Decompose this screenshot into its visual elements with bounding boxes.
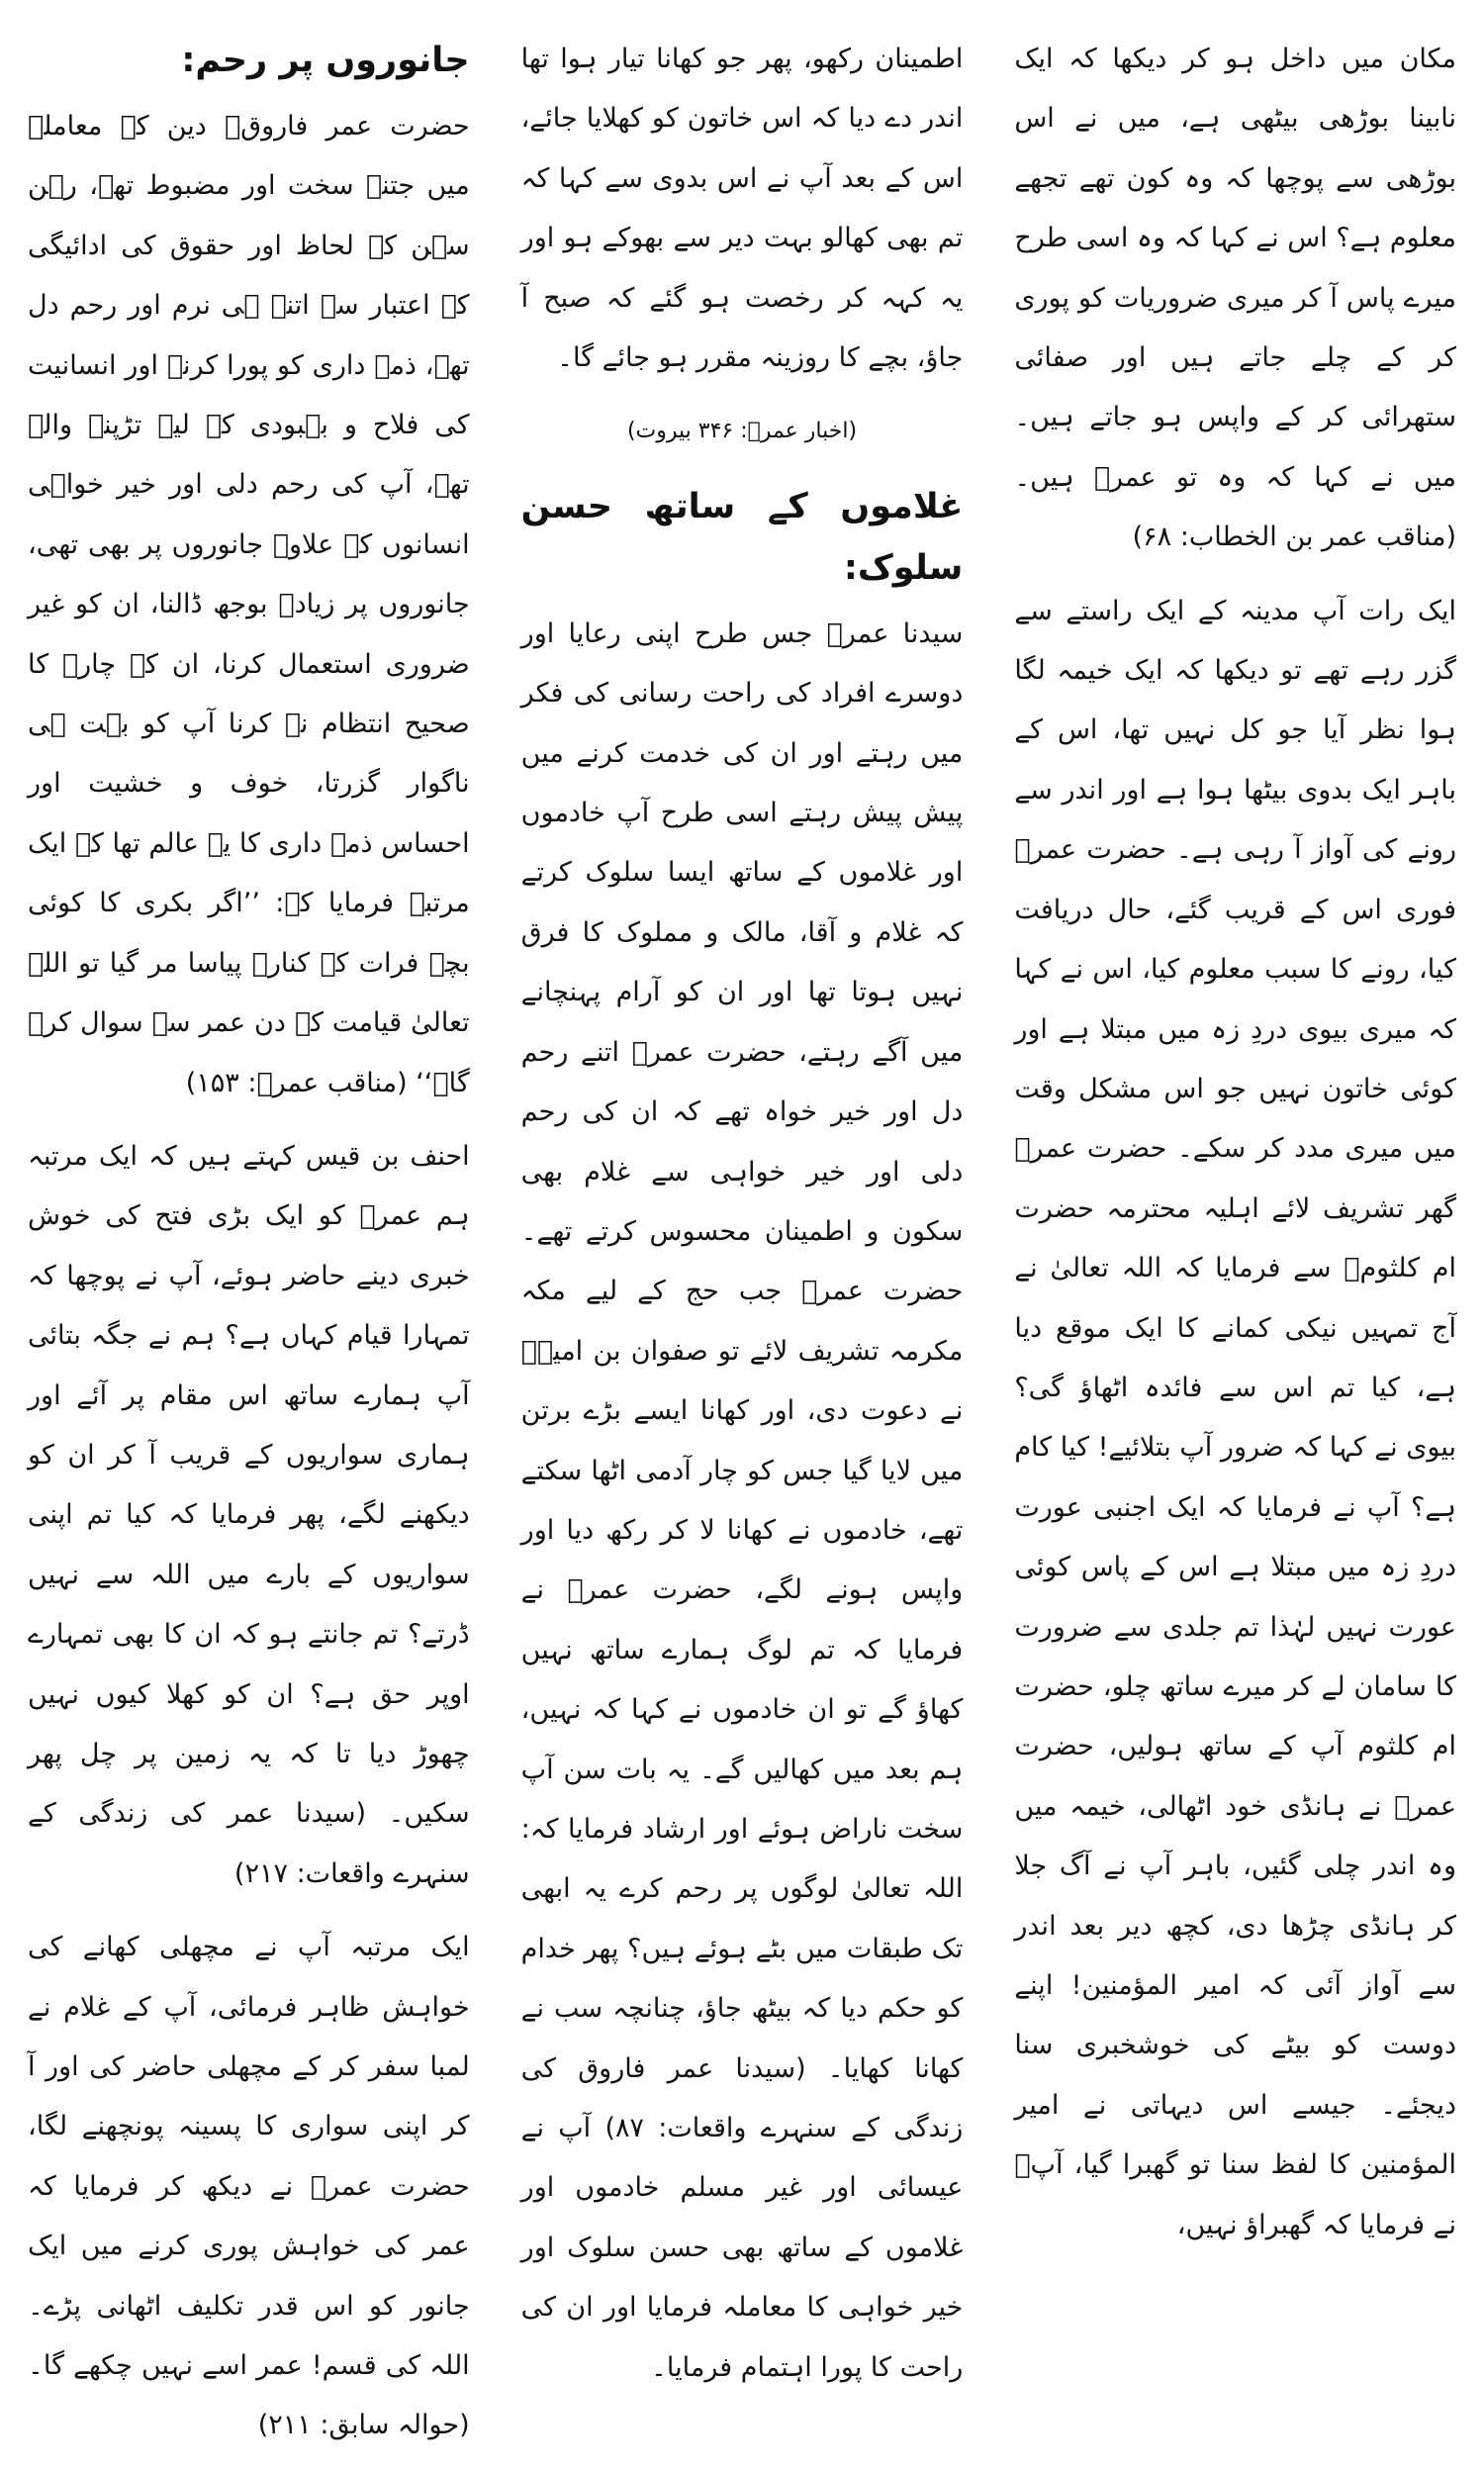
paragraph-blind-old-woman: مکان میں داخل ہو کر دیکھا کہ ایک نابینا بوڑھی بیٹھی ہے، میں نے اس بوڑھی سے پوچھا کہ وہ کون تھے تجھے معلوم ہے؟ اس نے کہا کہ وہ اسی طرح میرے پاس آ کر میری ضروریات کو پوری کر کے چلے جاتے ہیں اور صفائی ستھرائی کر کے واپس ہو جاتے ہیں۔ میں نے کہا کہ وہ تو عمرؓ ہیں۔ (مناقب عمر بن الخطاب: ۶۸): [1014, 44, 1456, 553]
section-heading-animals: جانوروں پر رحم:: [181, 41, 470, 80]
paragraph-slaves-treatment: سیدنا عمرؓ جس طرح اپنی رعایا اور دوسرے افراد کی راحت رسانی کی فکر میں رہتے اور ان کی خدمت کرنے میں پیش پیش رہتے اسی طرح آپ خادموں اور غلاموں کے ساتھ ایسا سلوک کرتے کہ غلام و آقا، مالک و مملوک کا فرق نہیں ہوتا تھا اور ان کو آرام پہنچانے میں آگے رہتے، حضرت عمرؓ اتنے رحم دل اور خیر خواہ تھے کہ ان کی رحم دلی اور خیر خواہی سے غلام بھی سکون و اطمینان محسوس کرتے تھے۔ حضرت عمرؓ جب حج کے لیے مکہ مکرمہ تشریف لائے تو صفوان بن امیہؓ نے دعوت دی، اور کھانا ایسے بڑے برتن میں لایا گیا جس کو چار آدمی اٹھا سکتے تھے، خادموں نے کھانا لا کر رکھ دیا اور واپس ہونے لگے، حضرت عمرؓ نے فرمایا کہ تم لوگ ہمارے ساتھ نہیں کھاؤ گے تو ان خادموں نے کہا کہ نہیں، ہم بعد میں کھالیں گے۔ یہ بات سن آپ سخت ناراض ہوئے اور ارشاد فرمایا کہ: اللہ تعالیٰ لوگوں پر رحم کرے یہ ابھی تک طبقات میں بٹے ہوئے ہیں؟ پھر خدام کو حکم دیا کہ بیٹھ جاؤ، چنانچہ سب نے کھانا کھایا۔ (سیدنا عمر فاروق کی زندگی کے سنہرے واقعات: ۸۷) آپ نے عیسائی اور غیر مسلم خادموں اور غلاموں کے ساتھ بھی حسن سلوک اور خیر خواہی کا معاملہ فرمایا اور ان کی راحت کا پورا اہتمام فرمایا۔: [520, 618, 964, 2383]
column-right: [1014, 30, 1456, 2470]
column-middle: [521, 30, 964, 2470]
text-columns: [28, 30, 1456, 2441]
section-heading-slaves: غلاموں کے ساتھ حسن سلوک:: [520, 486, 964, 588]
paragraph-ahnaf-bin-qais: احنف بن قیس کہتے ہیں کہ ایک مرتبہ ہم عمرؓ کو ایک بڑی فتح کی خوش خبری دینے حاضر ہوئے، آپ نے پوچھا کہ تمہارا قیام کہاں ہے؟ ہم نے جگہ بتائی آپ ہمارے ساتھ اس مقام پر آئے اور ہماری سواریوں کے قریب آ کر ان کو دیکھنے لگے، پھر فرمایا کہ کیا تم اپنی سواریوں کے بارے میں اللہ سے نہیں ڈرتے؟ تم جانتے ہو کہ ان کا بھی تمہارے اوپر حق ہے؟ ان کو کھلا کیوں نہیں چھوڑ دیا تا کہ یہ زمین پر چل پھر سکیں۔ (سیدنا عمر کی زندگی کے سنہرے واقعات: ۲۱۷): [28, 1140, 470, 1889]
column-left: [28, 30, 470, 2470]
paragraph-fish-story: ایک مرتبہ آپ نے مچھلی کھانے کی خواہش ظاہر فرمائی، آپ کے غلام نے لمبا سفر کر کے مچھلی حاضر کی اور آ کر اپنی سواری کا پسینہ پونچھنے لگا، حضرت عمرؓ نے دیکھ کر فرمایا کہ عمر کی خواہش پوری کرنے میں ایک جانور کو اس قدر تکلیف اٹھانی پڑے۔ اللہ کی قسم! عمر اسے نہیں چکھے گا۔ (حوالہ سابق: ۲۱۱): [28, 1932, 470, 2441]
citation-akhbar-umar: (اخبار عمرؓ: ۳۴۶ بیروت): [626, 419, 858, 444]
paragraph-animals-mercy: حضرت عمر فاروقؓ دین کے معاملہ میں جتنے سخت اور مضبوط تھے، رہن سہن کے لحاظ اور حقوق کی ادائیگی کے اعتبار سے اتنے ہی نرم اور رحم دل تھے، ذمہ داری کو پورا کرنے اور انسانیت کی فلاح و بہبودی کے لیے تڑپنے والے تھے، آپ کی رحم دلی اور خیر خواہی انسانوں کے علاوہ جانوروں پر بھی تھی، جانوروں پر زیادہ بوجھ ڈالنا، ان کو غیر ضروری استعمال کرنا، ان کے چارہ کا صحیح انتظام نہ کرنا آپ کو بہت ہی ناگوار گزرتا، خوف و خشیت اور احساس ذمہ داری کا یہ عالم تھا کہ ایک مرتبہ فرمایا کہ: ’’اگر بکری کا کوئی بچہ فرات کے کنارے پیاسا مر گیا تو اللہ تعالیٰ قیامت کے دن عمر سے سوال کرے گا۔‘‘ (مناقب عمرؓ: ۱۵۳): [28, 111, 470, 1098]
paragraph-bedouin-continued: اطمینان رکھو، پھر جو کھانا تیار ہوا تھا اندر دے دیا کہ اس خاتون کو کھلایا جائے، اس کے بعد آپ نے اس بدوی سے کہا کہ تم بھی کھالو بہت دیر سے بھوکے ہو اور یہ کہہ کر رخصت ہو گئے کہ صبح آ جاؤ، بچے کا روزینہ مقرر ہو جائے گا۔: [520, 44, 964, 374]
paragraph-bedouin-tent: ایک رات آپ مدینہ کے ایک راستے سے گزر رہے تھے تو دیکھا کہ ایک خیمہ لگا ہوا نظر آیا جو کل نہیں تھا، اس کے باہر ایک بدوی بیٹھا ہوا ہے اور اندر سے رونے کی آواز آ رہی ہے۔ حضرت عمرؓ فوری اس کے قریب گئے، حال دریافت کیا، رونے کا سبب معلوم کیا، اس نے کہا کہ میری بیوی دردِ زہ میں مبتلا ہے اور کوئی خاتون نہیں جو اس مشکل وقت میں میری مدد کر سکے۔ حضرت عمرؓ گھر تشریف لائے اہلیہ محترمہ حضرت ام کلثومؓ سے فرمایا کہ اللہ تعالیٰ نے آج تمہیں نیکی کمانے کا ایک موقع دیا ہے، کیا تم اس سے فائدہ اٹھاؤ گی؟ بیوی نے کہا کہ ضرور آپ بتلائیے! کیا کام ہے؟ آپ نے فرمایا کہ ایک اجنبی عورت دردِ زہ میں مبتلا ہے اس کے پاس کوئی عورت نہیں لہٰذا تم جلدی سے ضرورت کا سامان لے کر میرے ساتھ چلو، حضرت ام کلثوم آپ کے ساتھ ہولیں، حضرت عمرؓ نے ہانڈی خود اٹھالی، خیمہ میں وہ اندر چلی گئیں، باہر آپ نے آگ جلا کر ہانڈی چڑھا دی، کچھ دیر بعد اندر سے آواز آئی کہ امیر المؤمنین! اپنے دوست کو بیٹے کی خوشخبری سنا دیجئے۔ جیسے اس دیہاتی نے امیر المؤمنین کا لفظ سنا تو گھبرا گیا، آپؓ نے فرمایا کہ گھبراؤ نہیں،: [1014, 595, 1456, 2240]
